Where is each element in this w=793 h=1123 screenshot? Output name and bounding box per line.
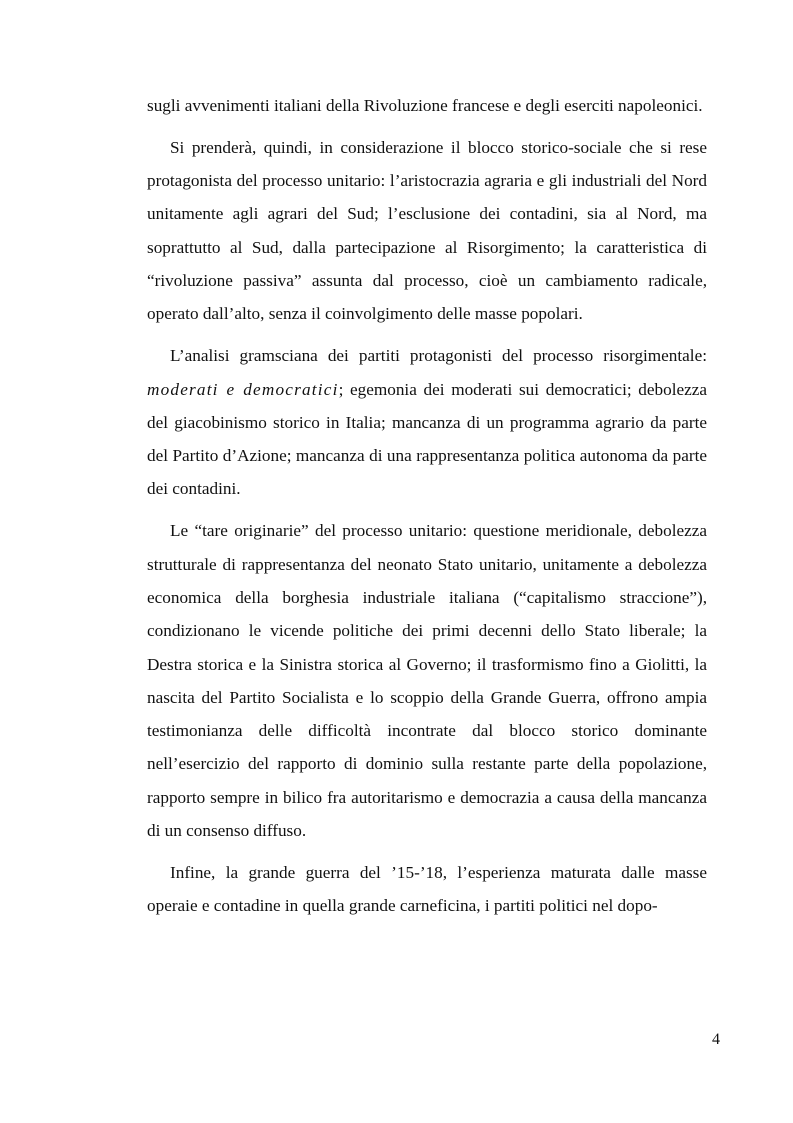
paragraph-gramscian-analysis-tail: ; egemonia dei moderati sui democratici; debolezza del giacobinismo storico in Italia; mancanza di un programma agrario da parte del Partito d’Azione; mancanza di una rappresentanza politica autonoma da parte dei contadini. xyxy=(147,379,708,499)
page-number: 4 xyxy=(712,1031,720,1048)
emphasized-term: moderati e democratici xyxy=(147,379,339,399)
paragraph-gramscian-analysis-lead: L’analisi gramsciana dei partiti protagonisti del processo risorgimentale: xyxy=(170,346,707,366)
paragraph-historical-bloc: Si prenderà, quindi, in considerazione il blocco storico-sociale che si rese protagonista del processo unitario: l’aristocrazia agraria e gli industriali del Nord unitamente agli agrari del Sud; l’esclusione dei contadini, sia al Nord, ma soprattutto al Sud, dalla partecipazione al Risorgimento; la caratteristica di “rivoluzione passiva” assunta dal processo, cioè un cambiamento radicale, operato dall’alto, senza il coinvolgimento delle masse popolari. xyxy=(147,137,707,324)
paragraph-original-flaws: Le “tare originarie” del processo unitario: questione meridionale, debolezza strutturale di rappresentanza del neonato Stato unitario, unitamente a debolezza economica della borghesia industriale italiana (“capitalismo straccione”), condizionano le vicende politiche dei primi decenni dello Stato liberale; la Destra storica e la Sinistra storica al Governo; il trasformismo fino a Giolitti, la nascita del Partito Socialista e lo scoppio della Grande Guerra, offrono ampia testimonianza delle difficoltà incontrate dal blocco storico dominante nell’esercizio del rapporto di dominio sulla restante parte della popolazione, rapporto sempre in bilico fra autoritarismo e democrazia a causa della mancanza di un consenso diffuso. xyxy=(147,521,707,841)
body-text xyxy=(147,89,707,931)
paragraph-great-war: Infine, la grande guerra del ’15-’18, l’esperienza maturata dalle masse operaie e contadine in quella grande carneficina, i partiti politici nel dopo- xyxy=(147,862,707,916)
paragraph-continuation: sugli avvenimenti italiani della Rivoluzione francese e degli eserciti napoleonici. xyxy=(147,96,703,115)
paragraph-gramscian-analysis xyxy=(147,339,707,505)
